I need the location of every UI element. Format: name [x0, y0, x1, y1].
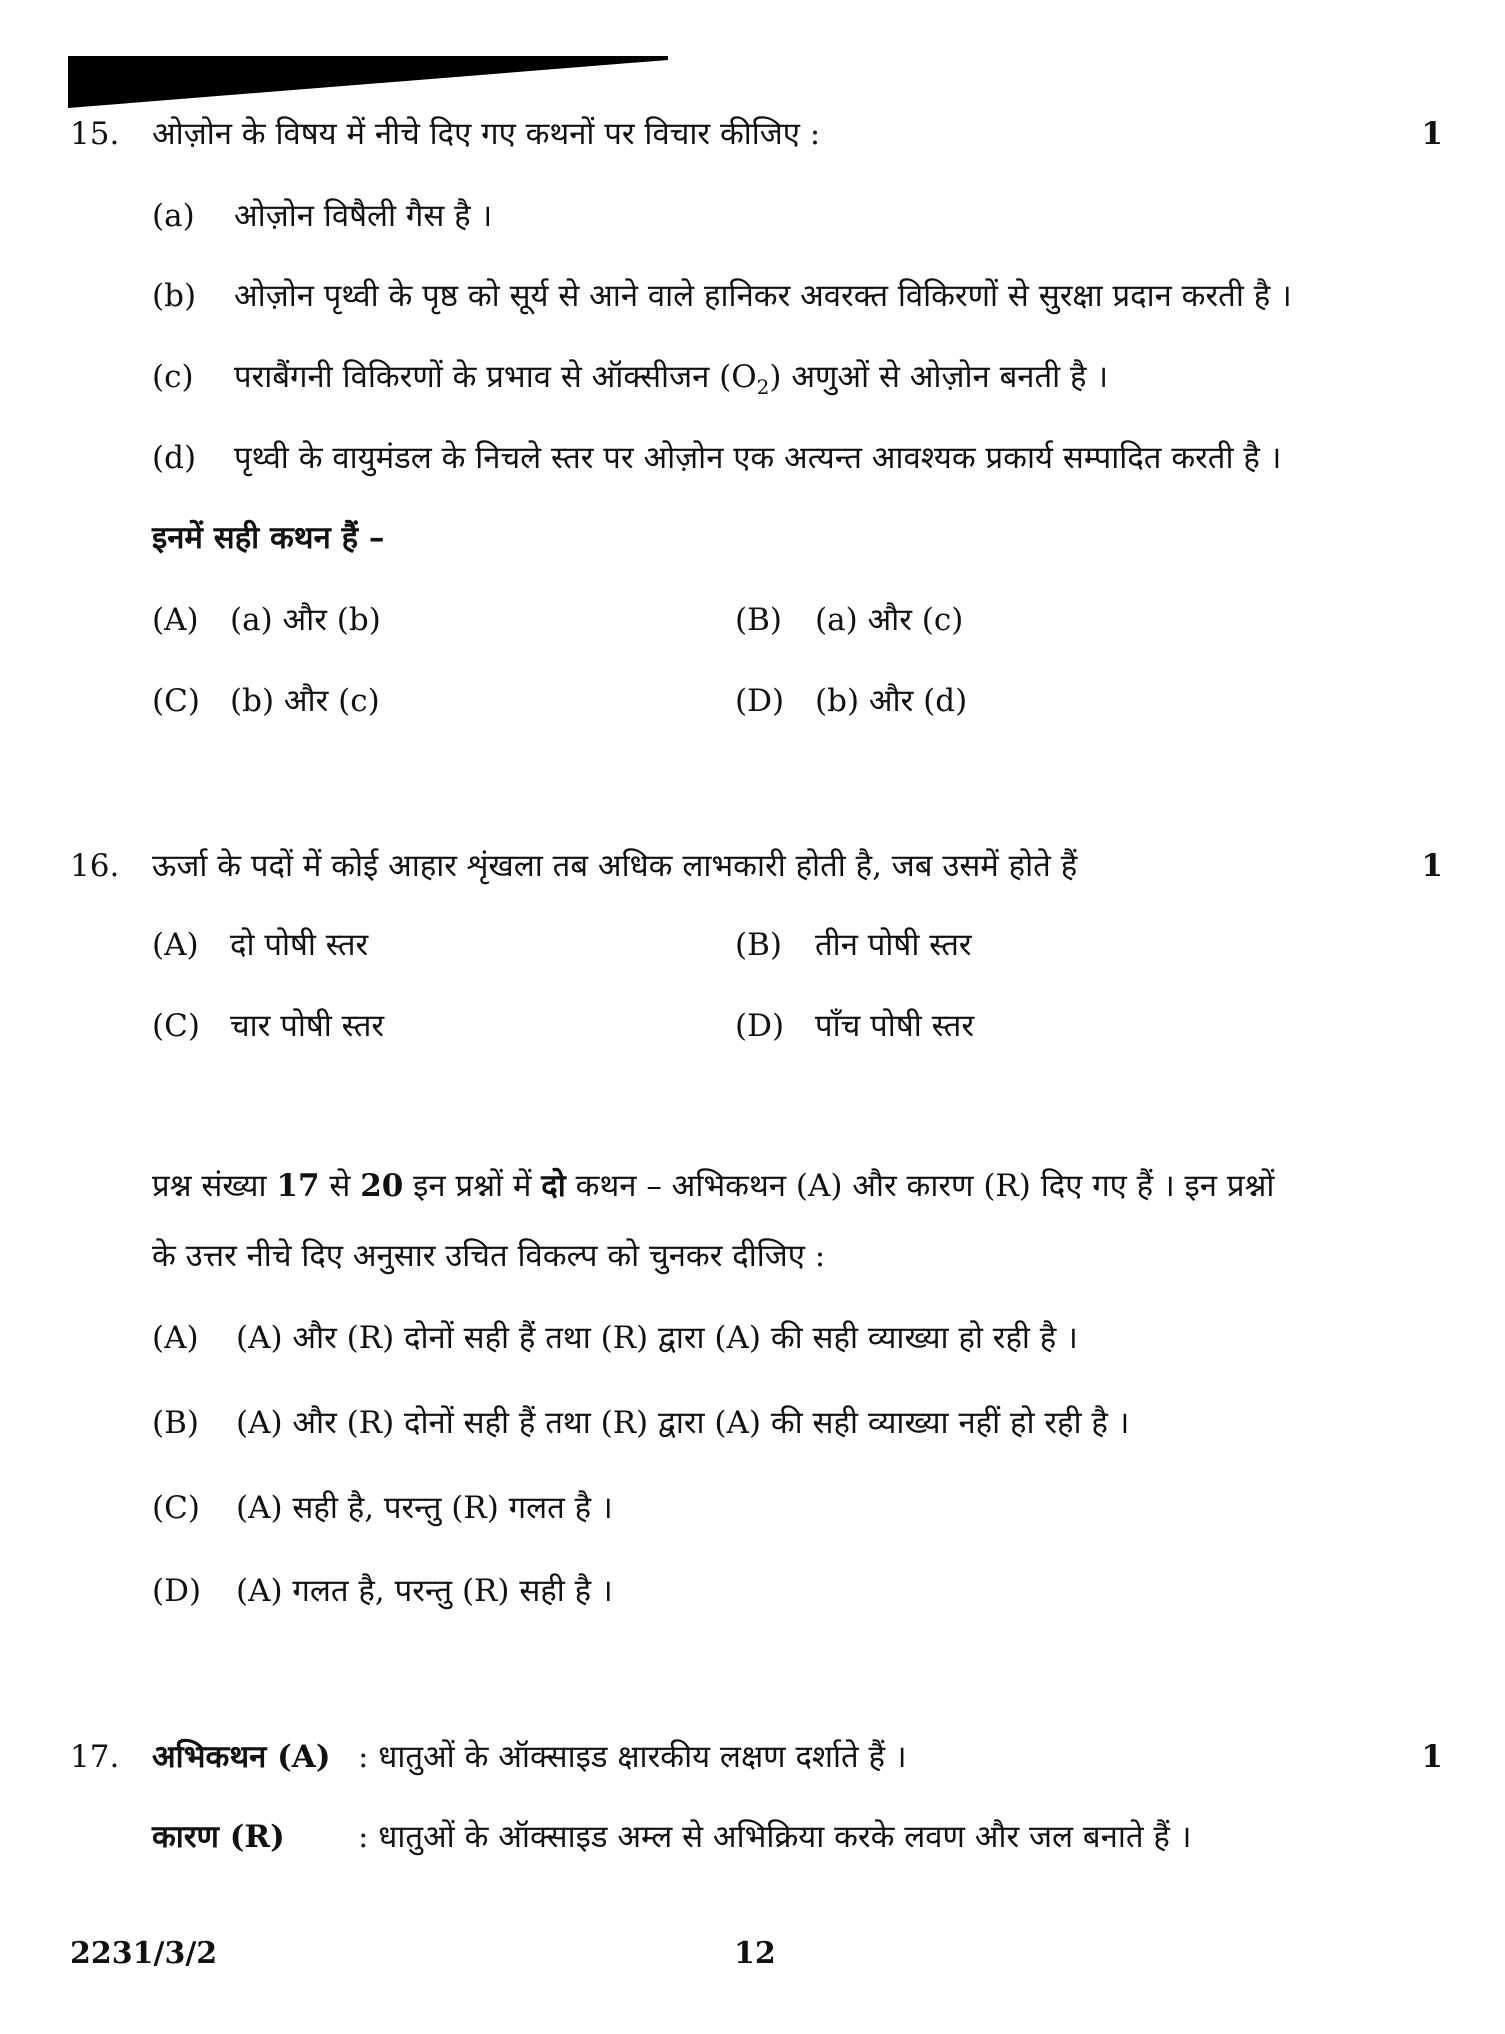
- statement-text: पराबैंगनी विकिरणों के प्रभाव से ऑक्सीजन (O: [234, 359, 757, 395]
- option-text: (a) और (c): [815, 602, 964, 638]
- option-B: [735, 925, 972, 965]
- option-text: (b) और (c): [230, 683, 380, 719]
- instruction-bold: दो: [541, 1168, 566, 1204]
- question-marks: 1: [1421, 1739, 1443, 1775]
- reason-text: : धातुओं के ऑक्साइड अम्ल से अभिक्रिया करके लवण और जल बनाते हैं ।: [358, 1819, 1192, 1855]
- option-A: [152, 600, 381, 640]
- option-label: (C): [152, 1490, 200, 1526]
- option-C: [152, 681, 380, 721]
- instruction-text: कथन – अभिकथन (A) और कारण (R) दिए गए हैं । इन प्रश्नों: [565, 1168, 1275, 1204]
- option-text: दो पोषी स्तर: [230, 927, 369, 963]
- reason-row: [152, 1817, 1191, 1857]
- option-text: (a) और (b): [230, 602, 381, 638]
- option-label: (B): [735, 602, 782, 638]
- option-text: पाँच पोषी स्तर: [815, 1008, 975, 1044]
- question-stem: ओज़ोन के विषय में नीचे दिए गए कथनों पर विचार कीजिए :: [152, 116, 821, 152]
- question-marks: 1: [1421, 116, 1443, 152]
- question-stem: ऊर्जा के पदों में कोई आहार शृंखला तब अधिक लाभकारी होती है, जब उसमें होते हैं: [152, 848, 1078, 884]
- question-prompt: इनमें सही कथन हैं –: [152, 520, 385, 556]
- page-number: 12: [734, 1936, 776, 1971]
- statement-text-end: ) अणुओं से ओज़ोन बनती है ।: [769, 359, 1109, 395]
- ar-option-C: [152, 1488, 613, 1528]
- option-label: (B): [735, 927, 782, 963]
- option-label: (C): [152, 683, 200, 719]
- option-label: (C): [152, 1008, 200, 1044]
- option-text: तीन पोषी स्तर: [815, 927, 972, 963]
- option-label: (D): [152, 1573, 202, 1609]
- instruction-text: से: [319, 1168, 361, 1204]
- statement-text: पृथ्वी के वायुमंडल के निचले स्तर पर ओज़ोन एक अत्यन्त आवश्यक प्रकार्य सम्पादित करती है ।: [234, 440, 1282, 476]
- instruction-bold: 20: [360, 1168, 404, 1204]
- statement-label: (d): [152, 440, 197, 476]
- option-label: (B): [152, 1405, 199, 1441]
- instruction-line-1: [152, 1166, 1274, 1206]
- option-text: (A) सही है, परन्तु (R) गलत है ।: [236, 1490, 613, 1526]
- ar-option-B: [152, 1403, 1129, 1443]
- question-number: 17.: [70, 1739, 120, 1775]
- option-text: (A) और (R) दोनों सही हैं तथा (R) द्वारा (A) की सही व्याख्या हो रही है ।: [236, 1320, 1078, 1356]
- question-number: 15.: [70, 116, 120, 152]
- reason-label: कारण (R): [152, 1819, 285, 1855]
- instruction-line-2: के उत्तर नीचे दिए अनुसार उचित विकल्प को चुनकर दीजिए :: [152, 1238, 826, 1274]
- statement-label: (a): [152, 198, 195, 234]
- assertion-label: अभिकथन (A): [152, 1739, 331, 1775]
- option-label: (A): [152, 927, 199, 963]
- option-D: [735, 681, 967, 721]
- option-text: चार पोषी स्तर: [230, 1008, 385, 1044]
- option-label: (A): [152, 602, 199, 638]
- statement-text: ओज़ोन पृथ्वी के पृष्ठ को सूर्य से आने वाले हानिकर अवरक्त विकिरणों से सुरक्षा प्रदान करती है ।: [234, 278, 1292, 314]
- assertion-text: : धातुओं के ऑक्साइड क्षारकीय लक्षण दर्शाते हैं ।: [358, 1739, 907, 1775]
- option-text: (A) गलत है, परन्तु (R) सही है ।: [236, 1573, 613, 1609]
- option-A: [152, 925, 368, 965]
- header-bar: [68, 56, 668, 112]
- statement-label: (b): [152, 278, 197, 314]
- statement-b: [152, 276, 1292, 316]
- statement-c: [152, 357, 1109, 400]
- instruction-text: इन प्रश्नों में: [403, 1168, 542, 1204]
- option-text: (b) और (d): [815, 683, 968, 719]
- statement-a: [152, 196, 492, 236]
- question-marks: 1: [1421, 848, 1443, 884]
- ar-option-D: [152, 1571, 613, 1611]
- instruction-text: प्रश्न संख्या: [152, 1168, 277, 1204]
- option-C: [152, 1006, 384, 1046]
- statement-label: (c): [152, 359, 194, 395]
- statement-text: ओज़ोन विषैली गैस है ।: [234, 198, 493, 234]
- option-label: (D): [735, 683, 785, 719]
- option-D: [735, 1006, 974, 1046]
- paper-code: 2231/3/2: [70, 1936, 218, 1971]
- statement-d: [152, 438, 1281, 478]
- option-label: (A): [152, 1320, 199, 1356]
- instruction-bold: 17: [276, 1168, 320, 1204]
- option-text: (A) और (R) दोनों सही हैं तथा (R) द्वारा (A) की सही व्याख्या नहीं हो रही है ।: [236, 1405, 1130, 1441]
- assertion-row: [152, 1737, 907, 1777]
- subscript: 2: [756, 375, 770, 400]
- question-number: 16.: [70, 848, 120, 884]
- option-label: (D): [735, 1008, 785, 1044]
- option-B: [735, 600, 963, 640]
- ar-option-A: [152, 1318, 1078, 1358]
